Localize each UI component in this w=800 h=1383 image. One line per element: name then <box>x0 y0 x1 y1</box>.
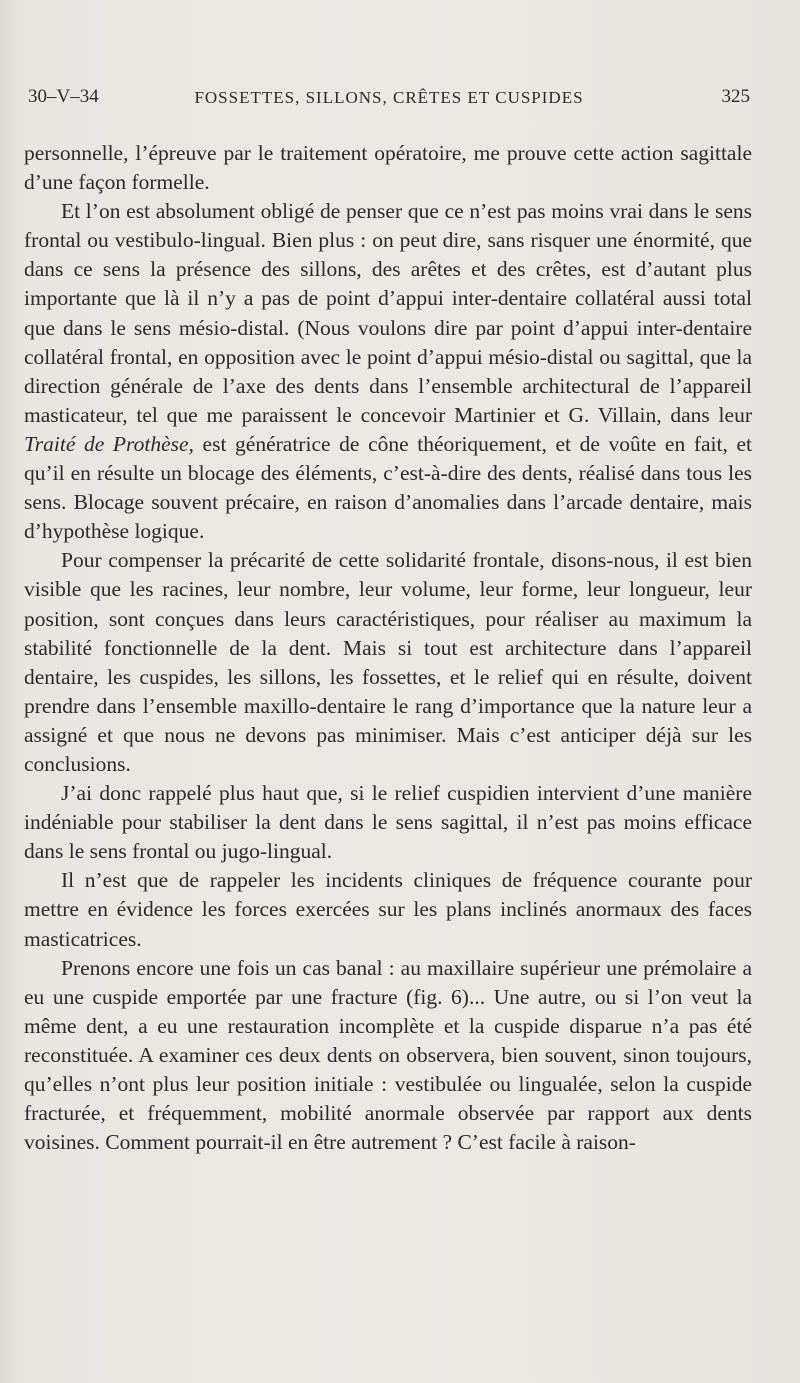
paragraph-text: est génératrice de cône théoriquement, et de voûte en fait, et qu’il en résulte un blocage des éléments, c’est-à-dire des dents, réalisé dans tous les sens. Blocage souvent précaire, en raison d’anomalies dans l’arcade dentaire, mais d’hypothèse logique. <box>24 431 752 544</box>
header-date: 30–V–34 <box>28 86 99 107</box>
book-title: Traité de Prothèse, <box>24 431 194 456</box>
paragraph-2 <box>24 197 752 546</box>
paragraph-6 <box>24 954 752 1158</box>
paragraph-text: personnelle, l’épreuve par le traitement opératoire, me prouve cette action sagittale d’une façon formelle. <box>24 141 752 195</box>
paragraph-text: J’ai donc rappelé plus haut que, si le relief cuspidien intervient d’une manière indéniable pour stabiliser la dent dans le sens sagittal, il n’est pas moins efficace dans le sens frontal ou jugo-lingual. <box>24 781 752 864</box>
paragraph-text: Il n’est que de rappeler les incidents cliniques de fréquence courante pour mettre en évidence les forces exercées sur les plans inclinés anormaux des faces masticatrices. <box>24 868 752 951</box>
page-number: 325 <box>721 86 750 107</box>
header-title: FOSSETTES, SILLONS, CRÊTES ET CUSPIDES <box>194 88 584 107</box>
paragraph-4 <box>24 779 752 866</box>
paragraph-3 <box>24 546 752 779</box>
paragraph-text: Pour compenser la précarité de cette solidarité frontale, disons-nous, il est bien visible que les racines, leur nombre, leur volume, leur forme, leur longueur, leur position, sont conçues dans leurs caractéristiques, pour réaliser au maximum la stabilité fonctionnelle de la dent. Mais si tout est architecture dans l’appareil dentaire, les cuspides, les sillons, les fossettes, et le relief qui en résulte, doivent prendre dans l’ensemble maxillo-dentaire le rang d’importance que la nature leur a assigné et que nous ne devons pas minimiser. Mais c’est anticiper déjà sur les conclusions. <box>24 548 752 776</box>
paragraph-text: Et l’on est absolument obligé de penser que ce n’est pas moins vrai dans le sens frontal ou vestibulo-lingual. Bien plus : on peut dire, sans risquer une énormité, que dans ce sens la présence des sillons, des arêtes et des crêtes, est d’autant plus importante que là il n’y a pas de point d’appui inter-dentaire collatéral aussi total que dans le sens mésio-distal. (Nous voulons dire par point d’appui inter-dentaire collatéral frontal, en opposition avec le point d’appui mésio-distal ou sagittal, que la direction générale de l’axe des dents dans l’ensemble architectural de l’appareil masticateur, tel que me paraissent le concevoir Martinier et G. Villain, dans leur <box>24 199 752 427</box>
paragraph-1 <box>24 139 752 197</box>
paragraph-text: Prenons encore une fois un cas banal : au maxillaire supérieur une prémolaire a eu une cuspide emportée par une fracture (fig. 6)... Une autre, ou si l’on veut la même dent, a eu une restauration incomplète et la cuspide disparue n’a pas été reconstituée. A examiner ces deux dents on observera, bien souvent, sinon toujours, qu’elles n’ont plus leur position initiale : vestibulée ou lingualée, selon la cuspide fracturée, et fréquemment, mobilité anormale observée par rapport aux dents voisines. Comment pourrait-il en être autrement ? C’est facile à raison- <box>24 955 752 1155</box>
paragraph-5 <box>24 866 752 953</box>
body-text <box>24 139 752 1157</box>
running-header <box>28 86 750 116</box>
